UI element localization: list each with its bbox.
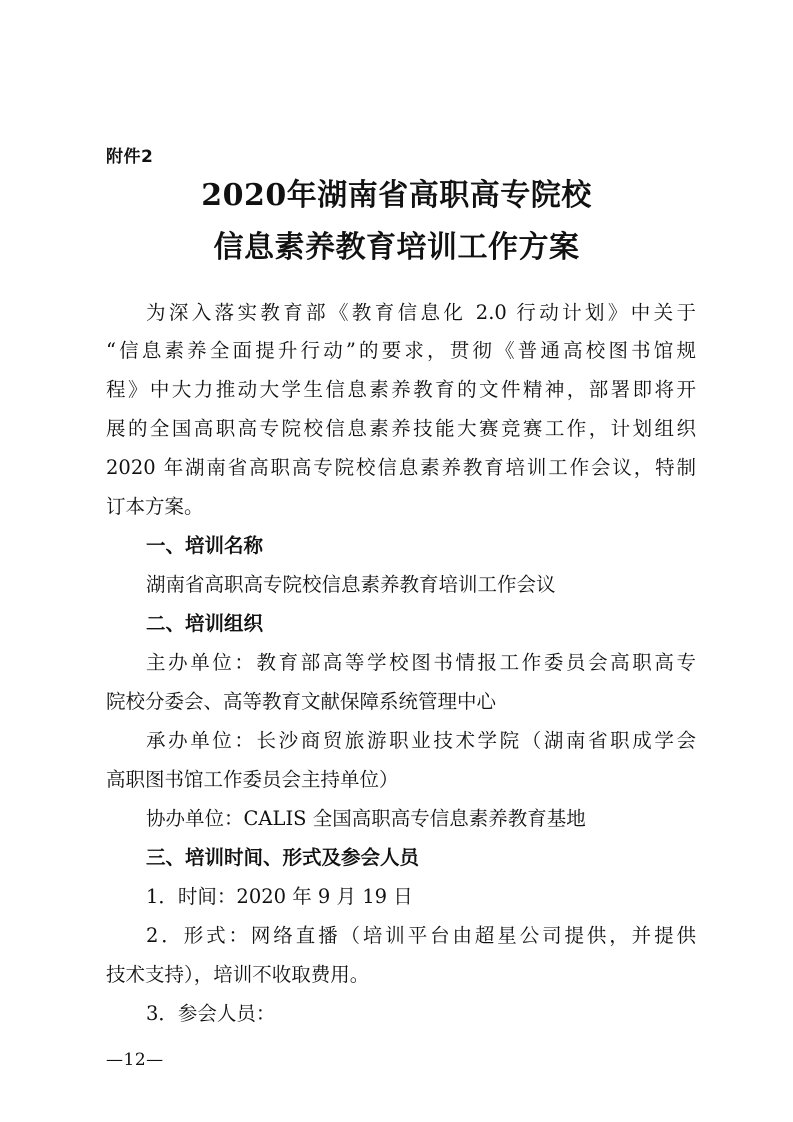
intro-line: 为深入落实教育部《教育信息化 2.0 行动计划》中关于 bbox=[146, 301, 696, 324]
organizer-line: 主办单位：教育部高等学校图书情报工作委员会高职高专 bbox=[146, 651, 696, 674]
document-title-line-1: 2020年湖南省高职高专院校 bbox=[201, 178, 592, 213]
page-number: —12— bbox=[106, 1050, 164, 1070]
attachment-label: 附件2 bbox=[106, 147, 154, 167]
host-line: 承办单位：长沙商贸旅游职业技术学院（湖南省职成学会 bbox=[146, 729, 696, 752]
organizer-line: 院校分委会、高等教育文献保障系统管理中心 bbox=[106, 690, 497, 713]
format-line: 技术支持），培训不收取费用。 bbox=[106, 963, 370, 986]
section-heading-training-name: 一、培训名称 bbox=[146, 534, 264, 557]
intro-line: 程》中大力推动大学生信息素养教育的文件精神，部署即将开 bbox=[106, 378, 696, 401]
format-line: 2．形式：网络直播（培训平台由超星公司提供，并提供 bbox=[146, 924, 696, 947]
intro-line: 订本方案。 bbox=[106, 495, 204, 518]
participants-line: 3．参会人员： bbox=[146, 1002, 276, 1025]
intro-line: 2020 年湖南省高职高专院校信息素养教育培训工作会议，特制 bbox=[106, 456, 696, 479]
co-host-line: 协办单位：CALIS 全国高职高专信息素养教育基地 bbox=[146, 807, 586, 830]
section-heading-training-organization: 二、培训组织 bbox=[146, 612, 264, 635]
section-heading-time-format-participants: 三、培训时间、形式及参会人员 bbox=[146, 846, 420, 869]
training-name-text: 湖南省高职高专院校信息素养教育培训工作会议 bbox=[146, 573, 556, 596]
intro-line: “信息素养全面提升行动”的要求，贯彻《普通高校图书馆规 bbox=[106, 339, 696, 362]
host-line: 高职图书馆工作委员会主持单位） bbox=[106, 768, 399, 791]
time-line: 1．时间：2020 年 9 月 19 日 bbox=[146, 885, 413, 908]
intro-line: 展的全国高职高专院校信息素养技能大赛竞赛工作，计划组织 bbox=[106, 417, 696, 440]
document-title-line-2: 信息素养教育培训工作方案 bbox=[213, 230, 580, 265]
